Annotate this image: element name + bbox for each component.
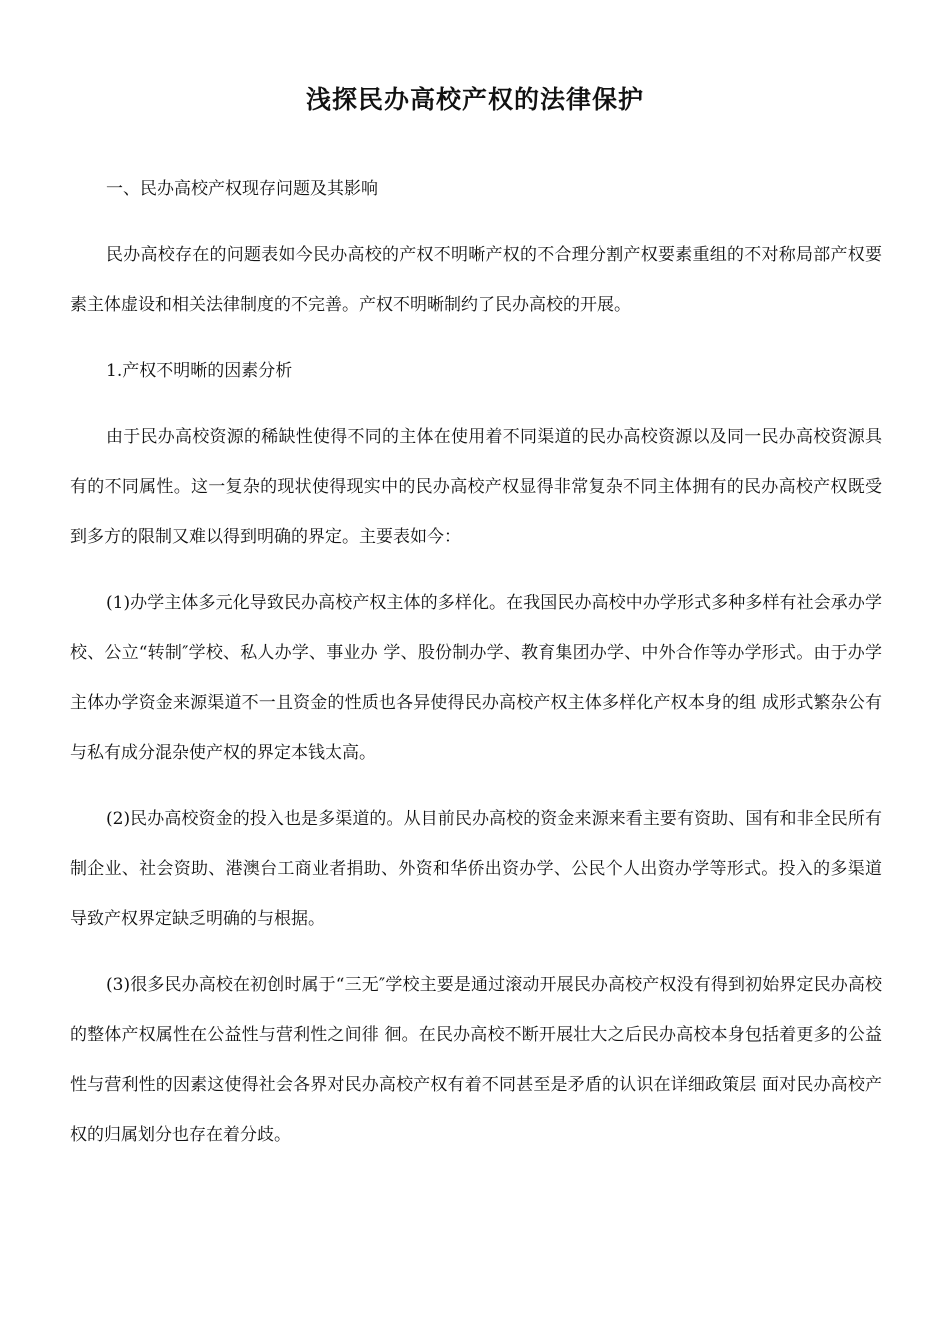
subsection-heading: 1.产权不明晰的因素分析 [106,361,293,381]
paragraph: 民办高校存在的问题表如今民办高校的产权不明晰产权的不合理分割产权要素重组的不对称局部产权要素主体虚设和相关法律制度的不完善。产权不明晰制约了民办高校的开展。 [70,245,882,315]
paragraph: 由于民办高校资源的稀缺性使得不同的主体在使用着不同渠道的民办高校资源以及同一民办高校资源具有的不同属性。这一复杂的现状使得现实中的民办高校产权显得非常复杂不同主体拥有的民办高校产权既受到多方的限制又难以得到明确的界定。主要表如今： [70,427,882,547]
paragraph: (2)民办高校资金的投入也是多渠道的。从目前民办高校的资金来源来看主要有资助、国有和非全民所有制企业、社会资助、港澳台工商业者捐助、外资和华侨出资办学、公民个人出资办学等形式。投入的多渠道导致产权界定缺乏明确的与根据。 [70,809,882,929]
section-heading: 一、民办高校产权现存问题及其影响 [106,179,378,199]
document-title: 浅探民办高校产权的法律保护 [305,85,644,114]
paragraph: (1)办学主体多元化导致民办高校产权主体的多样化。在我国民办高校中办学形式多种多样有社会承办学校、公立“转制″学校、私人办学、事业办 学、股份制办学、教育集团办学、中外合作等办学形式。由于办学主体办学资金来源渠道不一且资金的性质也各异使得民办高校产权主体多样化产权本身的组 成形式繁杂公有与私有成分混杂使产权的界定本钱太高。 [70,593,882,763]
paragraph: (3)很多民办高校在初创时属于“三无″学校主要是通过滚动开展民办高校产权没有得到初始界定民办高校的整体产权属性在公益性与营利性之间徘 徊。在民办高校不断开展壮大之后民办高校本身包括着更多的公益性与营利性的因素这使得社会各界对民办高校产权有着不同甚至是矛盾的认识在详细政策层 面对民办高校产权的归属划分也存在着分歧。 [70,975,882,1145]
